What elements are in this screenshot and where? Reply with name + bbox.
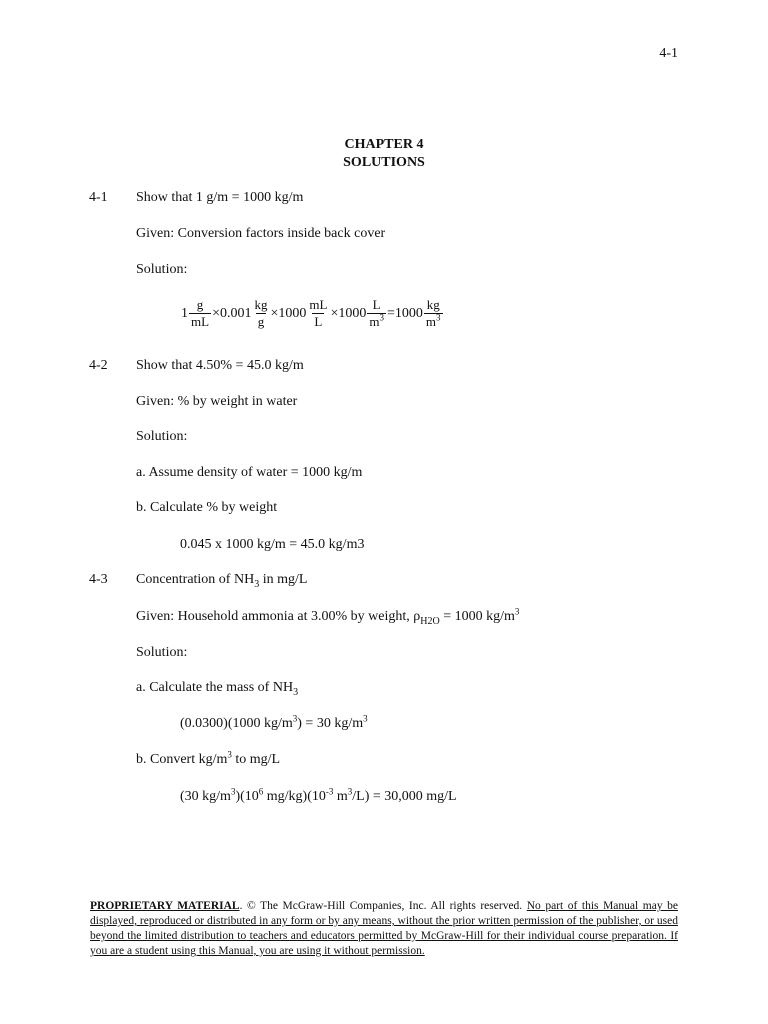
step-a: a. Calculate the mass of $NH_3$ xyxy=(136,680,299,698)
problem-statement: Concentration of $NH_3$ in mg/L xyxy=(136,572,308,590)
given-text: Given: Conversion factors inside back cover xyxy=(136,226,386,241)
eq-operator: ×1000 xyxy=(330,305,367,321)
solution-label: Solution: xyxy=(136,429,188,444)
eq-fraction: $\frac{kg}{m^3}$ xyxy=(425,297,441,329)
calculation: (30 $kg/m^3)(10^6$ $mg/kg)(10^{-3}$ $m^3/L) = 30,000$ mg/L xyxy=(180,786,457,804)
step-a: a. Assume density of water = 1000 kg/m xyxy=(136,465,363,480)
eq-lead: 1 xyxy=(181,305,188,321)
conversion-equation xyxy=(181,298,444,338)
problem-number: 4-2 xyxy=(89,358,108,373)
problem-number: 4-1 xyxy=(89,190,108,205)
eq-fraction: $\frac{mL}{L}$ xyxy=(309,297,328,329)
given-text: Given: Household ammonia at 3.00% by weight, $\rho_{H2O} = 1000$ $kg/m^3$ xyxy=(136,606,520,627)
solution-label: Solution: xyxy=(136,645,188,660)
chapter-title: CHAPTER 4 xyxy=(344,137,424,152)
eq-operator: ×1000 xyxy=(270,305,307,321)
eq-operator: ×0.001 xyxy=(212,305,252,321)
problem-statement: Show that 1 g/m = 1000 kg/m xyxy=(136,190,304,205)
given-text: Given: % by weight in water xyxy=(136,394,298,409)
eq-fraction: $\frac{g}{mL}$ xyxy=(191,297,210,329)
calculation: (0.0300)(1000 $kg/m^3) = 30$ $kg/m^3$ xyxy=(180,713,368,731)
solution-label: Solution: xyxy=(136,262,188,277)
chapter-subtitle: SOLUTIONS xyxy=(343,155,425,170)
problem-number: 4-3 xyxy=(89,572,108,587)
problem-statement: Show that 4.50% = 45.0 kg/m xyxy=(136,358,304,373)
page-number: 4-1 xyxy=(659,46,678,61)
step-b: b. Convert $kg/m^3$ to mg/L xyxy=(136,749,281,767)
eq-fraction: $\frac{L}{m^3}$ xyxy=(369,297,384,329)
step-b: b. Calculate % by weight xyxy=(136,500,278,515)
eq-fraction: $\frac{kg}{g}$ xyxy=(254,297,268,329)
calculation: 0.045 x 1000 kg/m = 45.0 kg/m3 xyxy=(180,537,365,552)
eq-equals: =1000 xyxy=(386,305,423,321)
proprietary-notice: PROPRIETARY MATERIAL. © The McGraw-Hill Companies, Inc. All rights reserved. No part of this Manual may be displayed, reproduced or distributed in any form or by any means, without the prior written permission of the publisher, or used beyond the limited distribution to teachers and educators permitted by McGraw-Hill for their individual course preparation. If you are a student using this Manual, you are using it without permission. xyxy=(90,900,678,957)
